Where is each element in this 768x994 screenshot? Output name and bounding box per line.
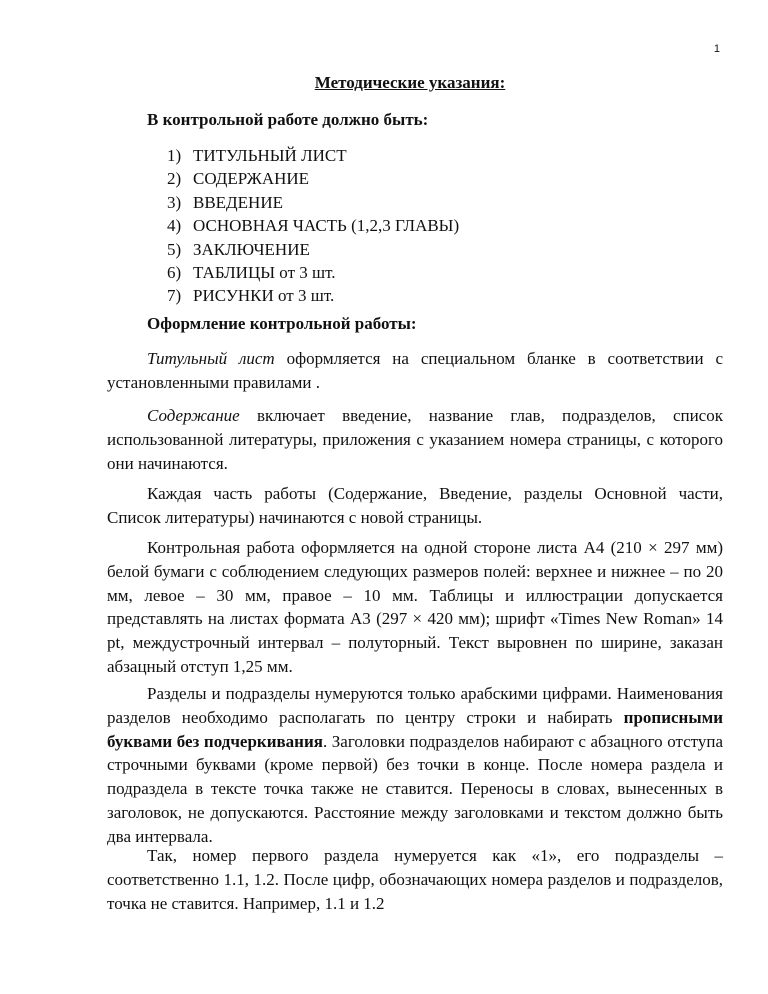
list-item — [167, 167, 459, 190]
list-item — [167, 238, 459, 261]
paragraph-new-page: Каждая часть работы (Содержание, Введение, разделы Основной части, Список литературы) начинаются с новой страницы. — [107, 484, 723, 527]
list-item-number: 3) — [167, 192, 182, 212]
paragraph-contents — [107, 404, 723, 475]
term-contents: Содержание — [147, 406, 240, 425]
list-item-text: ТИТУЛЬНЫЙ ЛИСТ — [193, 146, 347, 165]
list-item — [167, 261, 459, 284]
list-item-text: ЗАКЛЮЧЕНИЕ — [193, 239, 310, 259]
list-item — [167, 191, 459, 214]
list-item-number: 5) — [167, 239, 182, 259]
list-item-number: 4) — [167, 216, 182, 236]
list-item-text: ТАБЛИЦЫ от 3 шт. — [193, 263, 336, 283]
paragraph-text: . Заголовки подразделов набирают с абзацного отступа строчными буквами (кроме первой) без точки в конце. После номера раздела и подраздела в тексте точка также не ставится. Переносы в словах, вынесенных в заголовок, не допускаются. Расстояние между заголовками и текстом должно быть два интервала. — [107, 731, 723, 846]
paragraph-sections — [107, 682, 723, 849]
list-item-text: ОСНОВНАЯ ЧАСТЬ (1,2,3 ГЛАВЫ) — [193, 216, 460, 236]
paragraph-numbering: Так, номер первого раздела нумеруется как «1», его подразделы – соответственно 1.1, 1.2. После цифр, обозначающих номера разделов и подразделов, точка не ставится. Например, 1.1 и 1.2 — [107, 846, 723, 913]
bold-phrase: прописными буквами без подчеркивания — [107, 707, 723, 751]
requirements-heading: В контрольной работе должно быть: — [147, 110, 429, 129]
list-item-text: РИСУНКИ от 3 шт. — [193, 286, 335, 306]
term-title-page: Титульный лист — [147, 349, 275, 368]
requirements-list — [167, 144, 459, 308]
paragraph-format: Контрольная работа оформляется на одной стороне листа А4 (210 × 297 мм) белой бумаги с соблюдением следующих размеров полей: верхнее и нижнее – по 20 мм, левое – 30 мм, правое – 10 мм. Таблицы и иллюстрации допускается представлять на листах формата А3 (297 × 420 мм); шрифт «Times New Roman» 14 pt, междустрочный интервал – полуторный. Текст выровнен по ширине, заказан абзацный отступ 1,25 мм. — [107, 538, 723, 676]
list-item-number: 6) — [167, 263, 182, 283]
list-item — [167, 284, 459, 307]
list-item-number: 2) — [167, 169, 182, 189]
formatting-heading: Оформление контрольной работы: — [147, 314, 417, 333]
page-title: Методические указания: — [314, 73, 506, 92]
list-item-number: 1) — [167, 146, 182, 165]
paragraph-title-page — [107, 347, 723, 395]
list-item — [167, 214, 459, 237]
list-item-text: СОДЕРЖАНИЕ — [193, 169, 310, 189]
page-number: 1 — [713, 43, 720, 55]
paragraph-text: включает введение, название глав, подразделов, список использованной литературы, приложения с указанием номера страницы, с которого они начинаются. — [107, 406, 723, 473]
paragraph-text: оформляется на специальном бланке в соответствии с установленными правилами . — [107, 349, 724, 392]
paragraph-text: Разделы и подразделы нумеруются только арабскими цифрами. Наименования разделов необходимо располагать по центру строки и набирать — [107, 684, 723, 727]
list-item — [167, 144, 459, 167]
list-item-text: ВВЕДЕНИЕ — [193, 192, 283, 212]
list-item-number: 7) — [167, 286, 182, 306]
